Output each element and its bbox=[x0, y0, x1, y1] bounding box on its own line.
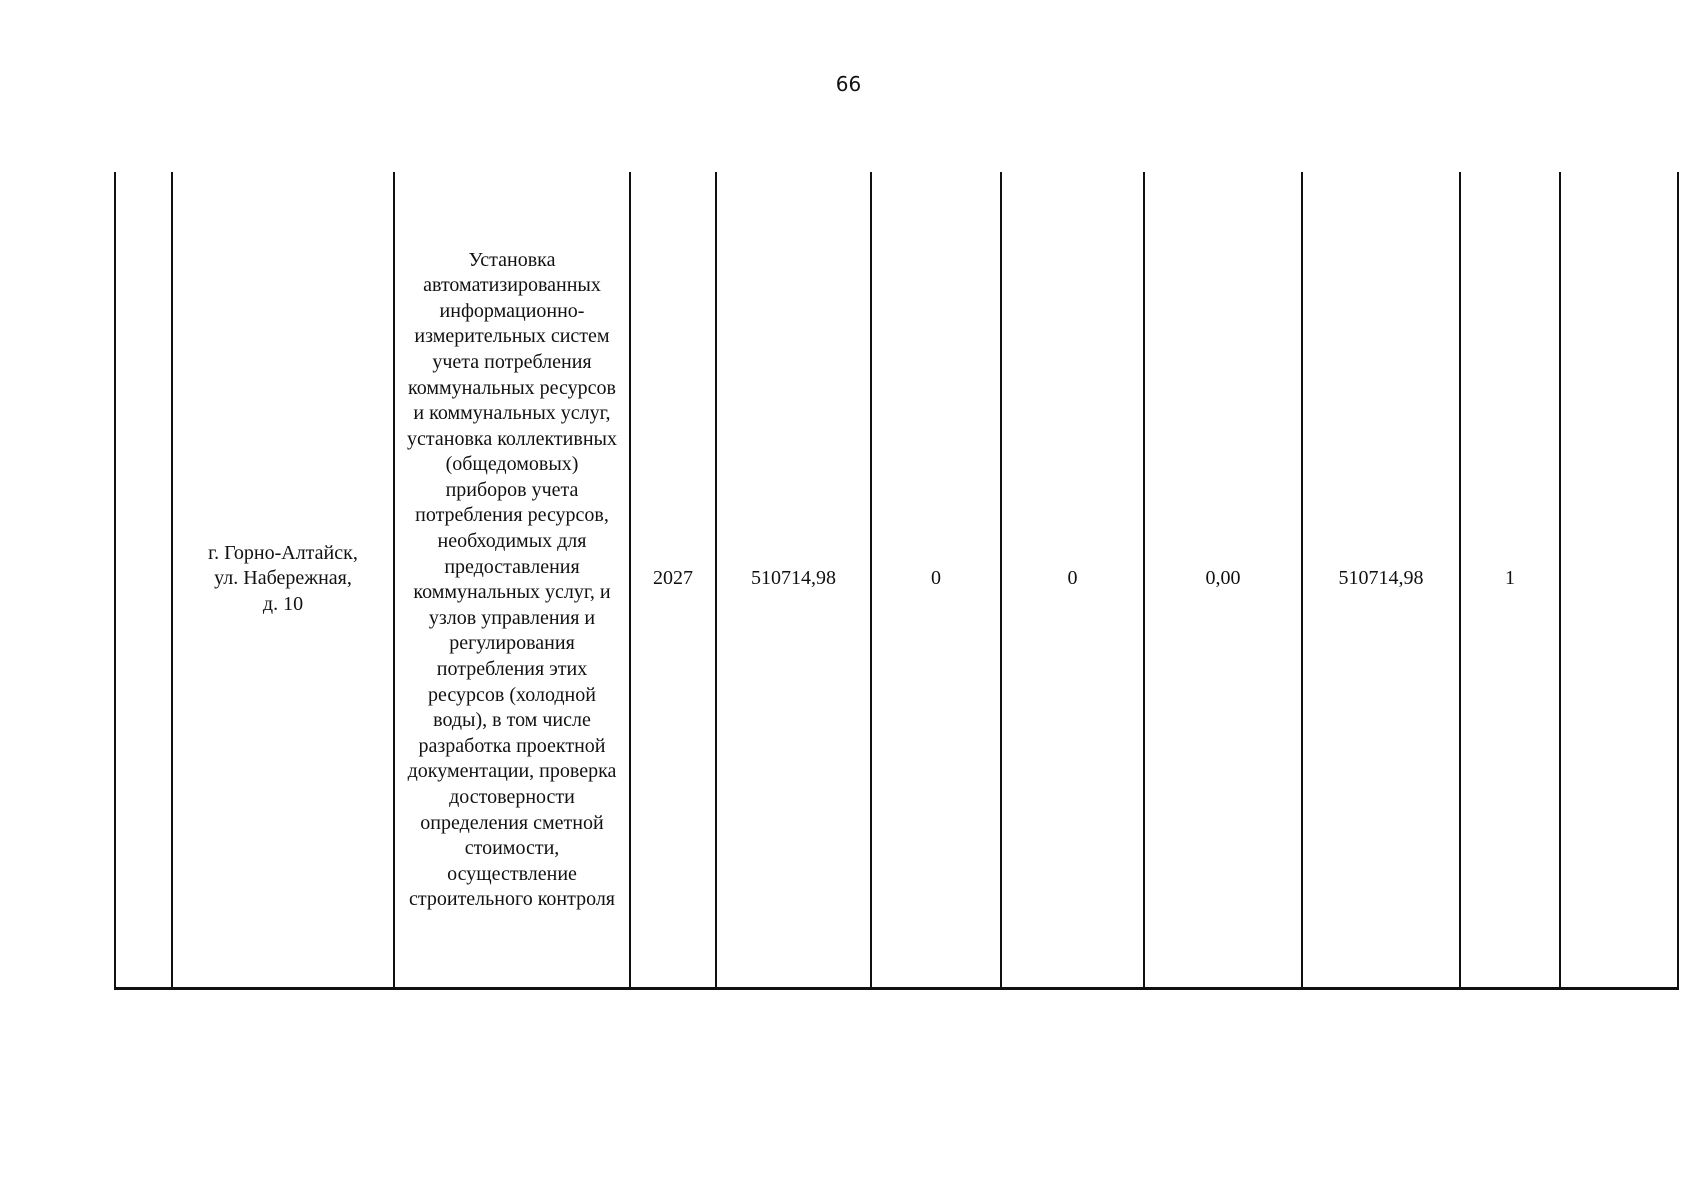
col6-value: 0 bbox=[931, 567, 941, 590]
col11-cell bbox=[1560, 172, 1678, 988]
col7-cell bbox=[1001, 172, 1144, 988]
col10-value: 1 bbox=[1505, 567, 1515, 590]
year-value: 2027 bbox=[653, 567, 693, 590]
table-row bbox=[115, 172, 1678, 988]
page-number: 66 bbox=[835, 72, 862, 96]
col7-value: 0 bbox=[1067, 567, 1078, 590]
work-description-text: Установка автоматизированных информационно-измерительных систем учета потребления коммунальных ресурсов и коммунальных услуг, установка коллективных (общедомовых) приборов учета потребления ресурсов, необходимых для предоставления коммунальных услуг, и узлов управления и регулирования потребления этих ресурсов (холодной воды), в том числе разработка проектной документации, проверка достоверности определения сметной стоимости, осуществление строительного контроля bbox=[407, 248, 617, 911]
total-cost-cell bbox=[716, 172, 871, 988]
description-cell bbox=[394, 172, 630, 988]
address-text: г. Горно-Алтайск, ул. Набережная, д. 10 bbox=[208, 541, 358, 616]
col9-value: 510714,98 bbox=[1338, 567, 1424, 590]
works-table bbox=[114, 172, 1679, 990]
year-cell bbox=[630, 172, 716, 988]
col9-cell bbox=[1302, 172, 1460, 988]
col10-cell bbox=[1460, 172, 1560, 988]
col8-value: 0,00 bbox=[1205, 567, 1241, 590]
row-index-cell bbox=[115, 172, 172, 988]
address-cell bbox=[172, 172, 394, 988]
total-cost-value: 510714,98 bbox=[751, 567, 836, 590]
col6-cell bbox=[871, 172, 1001, 988]
col8-cell bbox=[1144, 172, 1302, 988]
